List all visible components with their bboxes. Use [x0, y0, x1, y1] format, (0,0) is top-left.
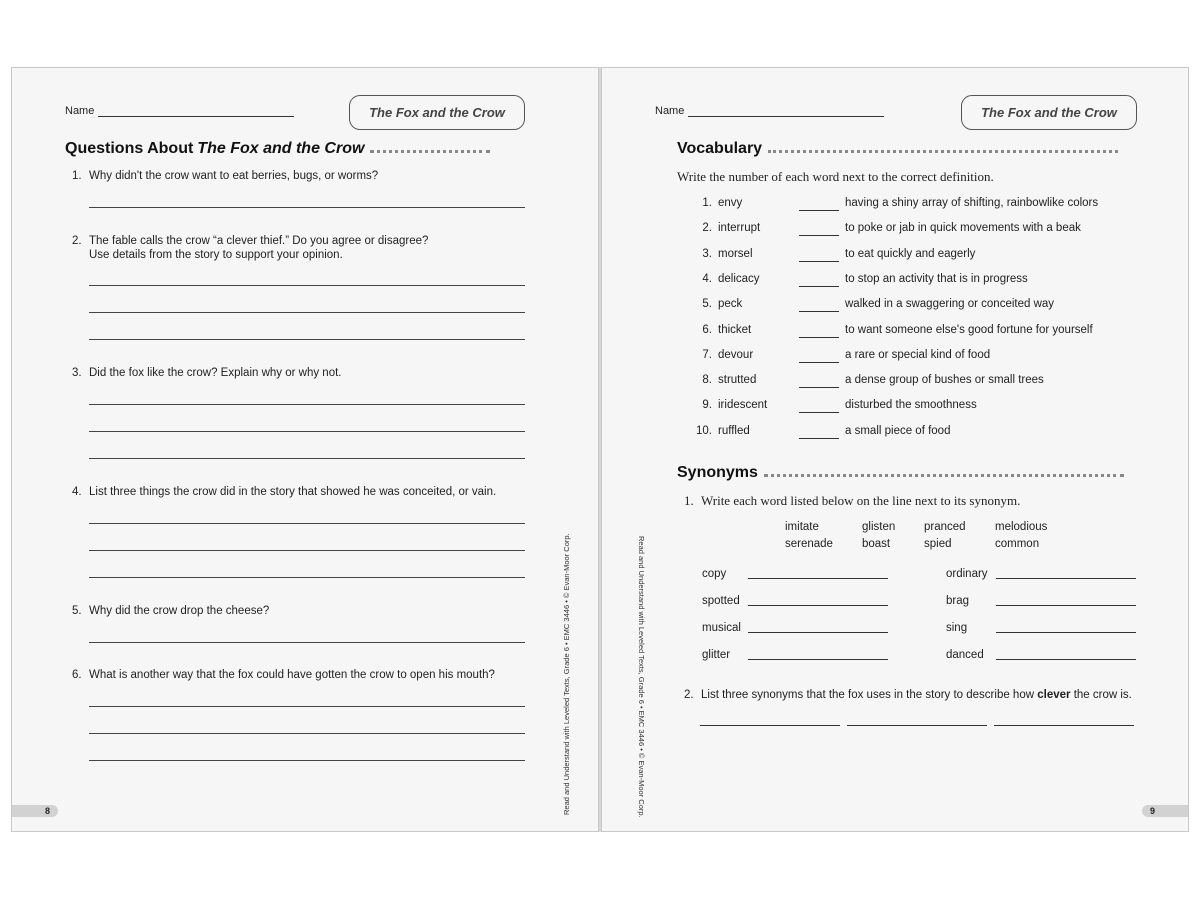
vocab-definition: disturbed the smoothness [845, 399, 977, 412]
vocab-number: 2. [702, 222, 712, 235]
heading-italic: The Fox and the Crow [197, 140, 365, 157]
answer-line[interactable] [89, 285, 525, 286]
title-box: The Fox and the Crow [349, 95, 525, 130]
name-line[interactable] [688, 107, 884, 117]
question-number: 1. [72, 170, 82, 182]
vocab-number: 4. [702, 272, 712, 285]
vocab-blank[interactable] [799, 362, 839, 363]
answer-line[interactable] [994, 725, 1134, 726]
answer-line[interactable] [89, 642, 525, 643]
vocab-blank[interactable] [799, 337, 839, 338]
word-bank-item: common [995, 538, 1040, 550]
vocab-blank[interactable] [799, 261, 839, 262]
question-text: Write each word listed below on the line next to its synonym. [701, 493, 1021, 508]
vocab-word: envy [718, 197, 743, 209]
name-label: Name [65, 105, 95, 117]
vocab-number: 1. [702, 197, 712, 209]
section-heading-vocabulary [677, 140, 1118, 158]
vocab-word: devour [718, 348, 754, 361]
vocab-blank[interactable] [799, 438, 839, 439]
vocab-word: interrupt [718, 222, 761, 235]
vocab-blank[interactable] [799, 286, 839, 287]
synonym-word: musical [702, 622, 741, 634]
section-heading-questions [65, 140, 490, 158]
vocab-word: iridescent [718, 399, 768, 412]
synonym-word: brag [946, 595, 970, 607]
syn-heading: Synonyms [677, 464, 758, 481]
synonym-answer-line[interactable] [996, 578, 1136, 579]
title-box: The Fox and the Crow [961, 95, 1137, 130]
vocab-definition: to eat quickly and eagerly [845, 247, 976, 260]
question-6 [72, 668, 495, 682]
section-heading-synonyms [677, 464, 1124, 482]
synonym-word: danced [946, 649, 984, 661]
answer-line[interactable] [89, 577, 525, 578]
synonym-word: glitter [702, 649, 731, 661]
vocab-definition: a small piece of food [845, 424, 951, 437]
synonym-word: ordinary [946, 568, 988, 580]
question-text-bold: clever [1037, 689, 1071, 701]
question-5 [72, 604, 269, 618]
synonym-word: spotted [702, 595, 740, 607]
vocab-instruction: Write the number of each word next to the correct definition. [677, 169, 994, 184]
synonym-word: sing [946, 622, 968, 634]
name-line[interactable] [98, 107, 294, 117]
synonym-answer-line[interactable] [996, 632, 1136, 633]
name-field [65, 105, 294, 117]
answer-line[interactable] [89, 458, 525, 459]
word-bank-item: boast [862, 538, 891, 550]
name-field [655, 105, 884, 117]
vocab-definition: a dense group of bushes or small trees [845, 374, 1044, 387]
synonym-answer-line[interactable] [748, 578, 888, 579]
vocab-number: 7. [702, 348, 712, 361]
syn-question-1 [684, 494, 1020, 508]
synonym-answer-line[interactable] [996, 659, 1136, 660]
question-3 [72, 366, 341, 380]
question-number: 4. [72, 486, 82, 498]
question-text: Why didn't the crow want to eat berries, bugs, or worms? [89, 170, 379, 182]
answer-line[interactable] [89, 431, 525, 432]
question-text: List three synonyms that the fox uses in the story to describe how [701, 689, 1038, 701]
vocab-blank[interactable] [799, 210, 839, 211]
vocab-number: 6. [702, 323, 712, 336]
vocab-number: 8. [702, 374, 712, 387]
vocab-word: ruffled [718, 424, 750, 437]
answer-line[interactable] [700, 725, 840, 726]
syn-question-2 [684, 688, 1132, 702]
right-page [601, 67, 1189, 832]
vocab-definition: a rare or special kind of food [845, 348, 991, 361]
answer-line[interactable] [89, 312, 525, 313]
page-number: 8 [12, 805, 58, 817]
vocab-number: 9. [702, 399, 712, 412]
question-1 [72, 169, 378, 183]
question-text: List three things the crow did in the story that showed he was conceited, or vain. [89, 486, 497, 498]
question-text: What is another way that the fox could have gotten the crow to open his mouth? [89, 669, 495, 681]
vocab-definition: walked in a swaggering or conceited way [845, 298, 1055, 311]
word-bank-item: pranced [924, 521, 966, 533]
question-number: 2. [684, 689, 694, 701]
vocab-definition: having a shiny array of shifting, rainbowlike colors [845, 197, 1099, 209]
question-number: 3. [72, 367, 82, 379]
question-text-cont: Use details from the story to support your opinion. [89, 249, 343, 261]
vocab-word: morsel [718, 247, 753, 260]
vocab-word: peck [718, 298, 743, 311]
question-2 [72, 234, 428, 262]
heading-dots [764, 474, 1124, 477]
question-number: 5. [72, 605, 82, 617]
word-bank-item: melodious [995, 521, 1048, 533]
copyright-side-text: Read and Understand with Leveled Texts, Grade 6 • EMC 3446 • © Evan-Moor Corp. [637, 536, 646, 818]
answer-line[interactable] [89, 733, 525, 734]
synonym-answer-line[interactable] [996, 605, 1136, 606]
question-text: Why did the crow drop the cheese? [89, 605, 270, 617]
vocab-blank[interactable] [799, 311, 839, 312]
word-bank-item: imitate [785, 521, 819, 533]
vocab-definition: to want someone else's good fortune for yourself [845, 323, 1093, 336]
heading-dots [768, 150, 1118, 153]
synonym-answer-line[interactable] [748, 632, 888, 633]
copyright-side-text: Read and Understand with Leveled Texts, Grade 6 • EMC 3446 • © Evan-Moor Corp. [562, 533, 571, 815]
vocab-word: thicket [718, 323, 752, 336]
vocab-number: 10. [696, 424, 712, 437]
vocab-definition: to poke or jab in quick movements with a beak [845, 222, 1081, 235]
vocab-heading: Vocabulary [677, 140, 763, 157]
name-label: Name [655, 105, 685, 117]
vocab-blank[interactable] [799, 412, 839, 413]
vocab-blank[interactable] [799, 387, 839, 388]
vocab-definition: to stop an activity that is in progress [845, 272, 1028, 285]
page-number: 9 [1142, 805, 1188, 817]
question-text-end: the crow is. [1070, 689, 1132, 701]
word-bank-item: serenade [785, 538, 833, 550]
answer-line[interactable] [89, 404, 525, 405]
answer-line[interactable] [89, 550, 525, 551]
synonym-answer-line[interactable] [748, 659, 888, 660]
left-page [11, 67, 599, 832]
word-bank-item: glisten [862, 521, 896, 533]
question-text: The fable calls the crow “a clever thief.” Do you agree or disagree? [89, 235, 429, 247]
vocab-blank[interactable] [799, 235, 839, 236]
answer-line[interactable] [847, 725, 987, 726]
question-4 [72, 485, 496, 499]
answer-line[interactable] [89, 339, 525, 340]
vocab-word: delicacy [718, 272, 760, 285]
synonym-answer-line[interactable] [748, 605, 888, 606]
answer-line[interactable] [89, 760, 525, 761]
question-number: 2. [72, 235, 82, 247]
synonym-word: copy [702, 568, 727, 580]
vocab-number: 5. [702, 298, 712, 311]
word-bank-item: spied [924, 538, 952, 550]
heading-dots [370, 150, 490, 153]
answer-line[interactable] [89, 706, 525, 707]
question-number: 1. [684, 493, 694, 508]
question-text: Did the fox like the crow? Explain why or why not. [89, 367, 342, 379]
question-number: 6. [72, 669, 82, 681]
heading-plain: Questions About [65, 140, 194, 157]
vocab-number: 3. [702, 247, 712, 260]
answer-line[interactable] [89, 523, 525, 524]
vocab-word: strutted [718, 374, 757, 387]
answer-line[interactable] [89, 207, 525, 208]
